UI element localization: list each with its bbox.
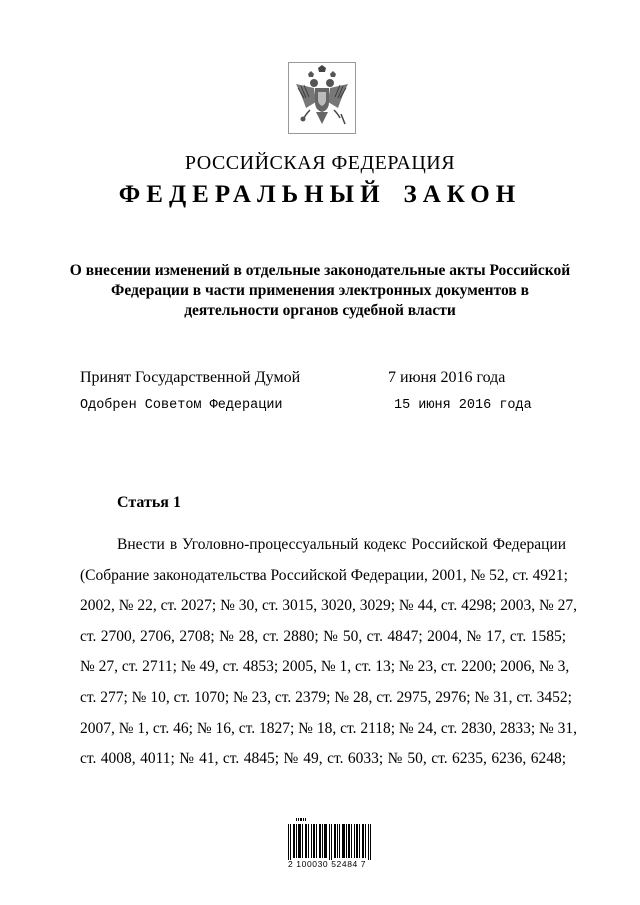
body-line: Внести в Уголовно-процессуальный кодекс Российской Федерации [117,536,566,553]
barcode [288,818,376,878]
duma-adoption-date: 7 июня 2016 года [388,369,506,386]
barcode-number: 2 100030 52484 7 [288,859,367,869]
article-heading: Статья 1 [117,494,181,511]
article-body [80,530,578,775]
subject-line: деятельности органов судебной власти [184,302,456,319]
body-line: (Собрание законодательства Российской Федерации, 2001, № 52, ст. 4921; [80,566,568,584]
council-approval-date: 15 июня 2016 года [394,398,532,413]
body-line: ст. 4008, 4011; № 41, ст. 4845; № 49, ст. 6033; № 50, ст. 6235, 6236, 6248; [80,750,566,768]
law-title [0,181,640,209]
subject-line: Федерации в части применения электронных документов в [111,282,529,299]
barcode-bars-icon [288,818,376,860]
law-title-word2: ЗАКОН [403,181,522,208]
body-line: № 27, ст. 2711; № 49, ст. 4853; 2005, № 1, ст. 13; № 23, ст. 2200; 2006, № 3, [80,658,570,676]
duma-adoption-label: Принят Государственной Думой [80,369,301,386]
subject-line: О внесении изменений в отдельные законодательные акты Российской [69,262,571,279]
law-title-word1: ФЕДЕРАЛЬНЫЙ [118,181,386,208]
russian-coat-of-arms-icon [288,62,356,134]
body-line: ст. 277; № 10, ст. 1070; № 23, ст. 2379; № 28, ст. 2975, 2976; № 31, ст. 3452; [80,688,572,706]
council-approval-label: Одобрен Советом Федерации [80,398,283,413]
body-line: 2002, № 22, ст. 2027; № 30, ст. 3015, 3020, 3029; № 44, ст. 4298; 2003, № 27, [80,597,578,615]
body-line: ст. 2700, 2706, 2708; № 28, ст. 2880; № 50, ст. 4847; 2004, № 17, ст. 1585; [80,627,566,645]
law-subject [60,261,580,321]
body-line: 2007, № 1, ст. 46; № 16, ст. 1827; № 18, ст. 2118; № 24, ст. 2830, 2833; № 31, [80,719,578,737]
country-heading: РОССИЙСКАЯ ФЕДЕРАЦИЯ [184,152,456,174]
